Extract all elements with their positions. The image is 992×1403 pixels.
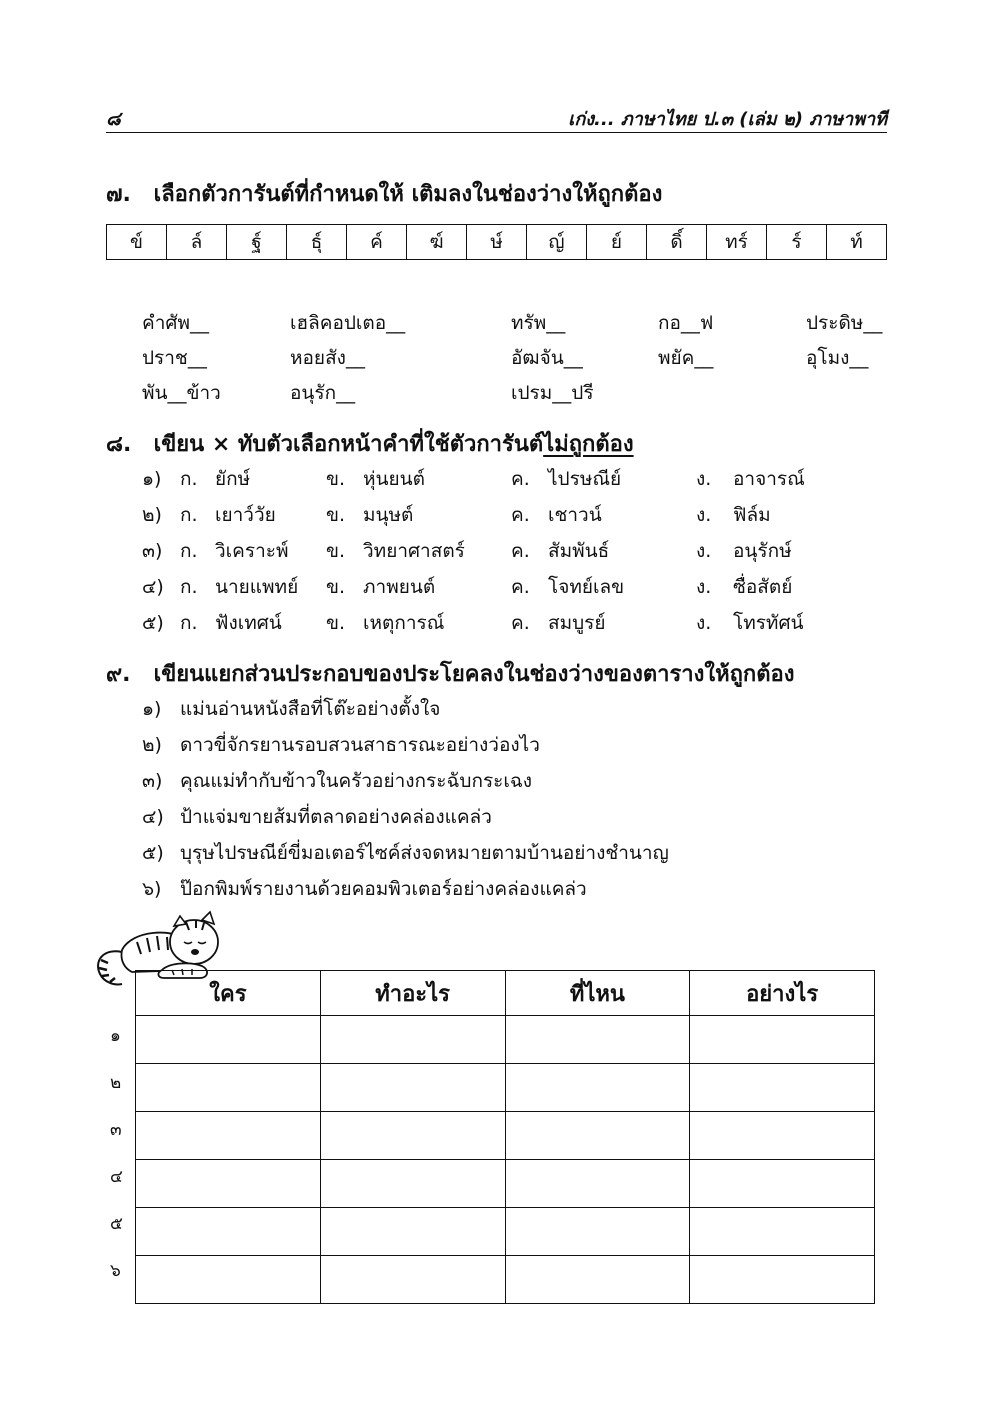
q8-instruction: เขียน × ทับตัวเลือกหน้าคำที่ใช้ตัวการันต์ (153, 432, 544, 457)
table-row (136, 1160, 875, 1208)
option-word: อาจารณ์ (733, 468, 805, 490)
option-letter[interactable]: ง. (696, 540, 712, 562)
page-header (106, 102, 887, 133)
answer-cell[interactable] (136, 1064, 321, 1112)
sentence-text: แม่นอ่านหนังสือที่โต๊ะอย่างตั้งใจ (180, 698, 441, 720)
q8-title (106, 426, 634, 461)
table-row (136, 1256, 875, 1304)
option-letter[interactable]: ข. (326, 540, 346, 562)
q7-number: ๗. (106, 182, 131, 207)
sentence-text: คุณแม่ทำกับข้าวในครัวอย่างกระฉับกระเฉง (180, 770, 533, 792)
answer-cell[interactable] (690, 1064, 875, 1112)
answer-cell[interactable] (320, 1064, 505, 1112)
answer-cell[interactable] (690, 1112, 875, 1160)
answer-cell[interactable] (505, 1160, 690, 1208)
header-who: ใคร (136, 971, 321, 1016)
sentence-text: บุรุษไปรษณีย์ขี่มอเตอร์ไซค์ส่งจดหมายตามบ้านอย่างชำนาญ (180, 842, 669, 864)
table-row-number: ๖ (110, 1261, 121, 1281)
fill-blank-word[interactable]: อุโมง__ (806, 347, 869, 369)
option-word: สมบูรย์ (548, 612, 606, 634)
answer-cell[interactable] (320, 1016, 505, 1064)
item-number: ๔) (142, 576, 164, 598)
option-letter[interactable]: ง. (696, 504, 712, 526)
answer-cell[interactable] (690, 1016, 875, 1064)
answer-cell[interactable] (136, 1208, 321, 1256)
karan-mark: ล์ (167, 225, 227, 259)
karan-mark: ฐ์ (227, 225, 287, 259)
header-how: อย่างไร (690, 971, 875, 1016)
page-number: ๘ (106, 108, 121, 130)
table-row-number: ๑ (110, 1026, 121, 1046)
fill-blank-word[interactable]: พยัค__ (658, 347, 714, 369)
answer-cell[interactable] (320, 1256, 505, 1304)
table-row-number: ๒ (110, 1073, 122, 1093)
sentence-text: ป๊อกพิมพ์รายงานด้วยคอมพิวเตอร์อย่างคล่องแคล่ว (180, 878, 587, 900)
karan-mark: ย์ (587, 225, 647, 259)
karan-mark: ญ์ (527, 225, 587, 259)
option-word: ฟิล์ม (733, 504, 771, 526)
option-word: โทรทัศน์ (733, 612, 804, 634)
option-word: ภาพยนต์ (363, 576, 436, 598)
option-letter[interactable]: ข. (326, 612, 346, 634)
option-letter[interactable]: ค. (511, 504, 530, 526)
option-word: ซื่อสัตย์ (733, 576, 793, 598)
option-word: ยักษ์ (215, 468, 251, 490)
sentence-number: ๔) (142, 806, 164, 828)
option-letter[interactable]: ก. (180, 468, 198, 490)
fill-blank-word[interactable]: ประดิษ__ (806, 312, 883, 334)
option-letter[interactable]: ก. (180, 576, 198, 598)
answer-cell[interactable] (320, 1160, 505, 1208)
karan-mark-box (106, 224, 887, 260)
table-row (136, 1016, 875, 1064)
karan-mark: ร์ (767, 225, 827, 259)
option-word: วิทยาศาสตร์ (363, 540, 465, 562)
q7-title (106, 176, 662, 211)
sentence-number: ๕) (142, 842, 164, 864)
fill-blank-word[interactable]: เฮลิคอปเตอ__ (290, 312, 406, 334)
answer-table (135, 970, 875, 1304)
option-word: ไปรษณีย์ (548, 468, 622, 490)
option-word: นายแพทย์ (215, 576, 299, 598)
option-letter[interactable]: ง. (696, 576, 712, 598)
answer-cell[interactable] (136, 1016, 321, 1064)
sentence-text: ดาวขี่จักรยานรอบสวนสาธารณะอย่างว่องไว (180, 734, 540, 756)
answer-cell[interactable] (320, 1208, 505, 1256)
option-word: มนุษต์ (363, 504, 414, 526)
answer-cell[interactable] (690, 1160, 875, 1208)
option-letter[interactable]: ค. (511, 612, 530, 634)
option-word: เหตุการณ์ (363, 612, 445, 634)
option-word: อนุรักษ์ (733, 540, 792, 562)
fill-blank-word[interactable]: กอ__ฟ (658, 312, 714, 334)
karan-mark: ฆ์ (407, 225, 467, 259)
q9-instruction: เขียนแยกส่วนประกอบของประโยคลงในช่องว่างของตารางให้ถูกต้อง (153, 662, 795, 687)
item-number: ๑) (142, 468, 162, 490)
option-letter[interactable]: ค. (511, 468, 530, 490)
option-letter[interactable]: ง. (696, 468, 712, 490)
answer-cell[interactable] (505, 1256, 690, 1304)
option-word: ฟังเทศน์ (215, 612, 282, 634)
answer-cell[interactable] (505, 1064, 690, 1112)
answer-cell[interactable] (690, 1256, 875, 1304)
sentence-text: ป้าแจ่มขายส้มที่ตลาดอย่างคล่องแคล่ว (180, 806, 492, 828)
option-letter[interactable]: ข. (326, 504, 346, 526)
q8-instruction-emphasis: ไม่ถูกต้อง (543, 432, 634, 457)
fill-blank-word[interactable]: อัฒจัน__ (511, 347, 583, 369)
karan-mark: ท์ (850, 231, 863, 253)
q8-number: ๘. (106, 432, 132, 457)
answer-cell[interactable] (690, 1208, 875, 1256)
option-word: สัมพันธ์ (548, 540, 610, 562)
option-letter[interactable]: ก. (180, 540, 198, 562)
fill-blank-word[interactable]: ทรัพ__ (511, 312, 566, 334)
option-letter[interactable]: ค. (511, 540, 530, 562)
q9-number: ๙. (106, 662, 131, 687)
q7-instruction: เลือกตัวการันต์ที่กำหนดให้ เติมลงในช่องว่างให้ถูกต้อง (153, 182, 663, 207)
table-row (136, 1208, 875, 1256)
option-letter[interactable]: ข. (326, 468, 346, 490)
fill-blank-word[interactable]: เปรม__ปรี (511, 382, 594, 404)
answer-cell[interactable] (320, 1112, 505, 1160)
option-word: หุ่นยนต์ (363, 468, 425, 490)
option-word: วิเคราะพ์ (215, 540, 289, 562)
answer-cell[interactable] (136, 1256, 321, 1304)
option-letter[interactable]: ง. (696, 612, 712, 634)
option-word: เยาว์วัย (215, 504, 276, 526)
karan-mark: ษ์ (467, 225, 527, 259)
answer-cell[interactable] (505, 1208, 690, 1256)
fill-blank-word[interactable]: อนุรัก__ (290, 382, 356, 404)
q9-title (106, 656, 795, 691)
option-letter[interactable]: ข. (326, 576, 346, 598)
option-word: เชาวน์ (548, 504, 602, 526)
karan-mark: ธุ์ (287, 225, 347, 259)
table-row-number: ๕ (110, 1214, 123, 1234)
table-row (136, 1112, 875, 1160)
table-row-number: ๔ (110, 1167, 123, 1187)
item-number: ๓) (142, 540, 163, 562)
answer-cell[interactable] (505, 1016, 690, 1064)
sentence-number: ๓) (142, 770, 163, 792)
karan-mark: ดิ์ (647, 225, 707, 259)
table-header-row (136, 971, 875, 1016)
sentence-number: ๖) (142, 878, 162, 900)
table-row-number: ๓ (110, 1120, 122, 1140)
header-what: ทำอะไร (320, 971, 505, 1016)
fill-blank-word[interactable]: หอยสัง__ (290, 347, 365, 369)
option-letter[interactable]: ค. (511, 576, 530, 598)
item-number: ๕) (142, 612, 164, 634)
option-word: โจทย์เลข (548, 576, 625, 598)
fill-blank-word[interactable]: ปราช__ (142, 347, 207, 369)
sentence-number: ๒) (142, 734, 162, 756)
answer-cell[interactable] (136, 1112, 321, 1160)
book-title: เก่ง... ภาษาไทย ป.๓ (เล่ม ๒) ภาษาพาที (568, 109, 887, 130)
karan-mark: ข์ (107, 225, 167, 259)
karan-mark: ทร์ (707, 225, 767, 259)
sentence-number: ๑) (142, 698, 162, 720)
fill-blank-word[interactable]: พัน__ข้าว (142, 382, 221, 404)
fill-blank-word[interactable]: คำศัพ__ (142, 312, 209, 334)
karan-mark: ค์ (347, 225, 407, 259)
item-number: ๒) (142, 504, 162, 526)
answer-cell[interactable] (136, 1160, 321, 1208)
header-where: ที่ไหน (505, 971, 690, 1016)
option-letter[interactable]: ก. (180, 612, 198, 634)
table-row (136, 1064, 875, 1112)
answer-cell[interactable] (505, 1112, 690, 1160)
option-letter[interactable]: ก. (180, 504, 198, 526)
